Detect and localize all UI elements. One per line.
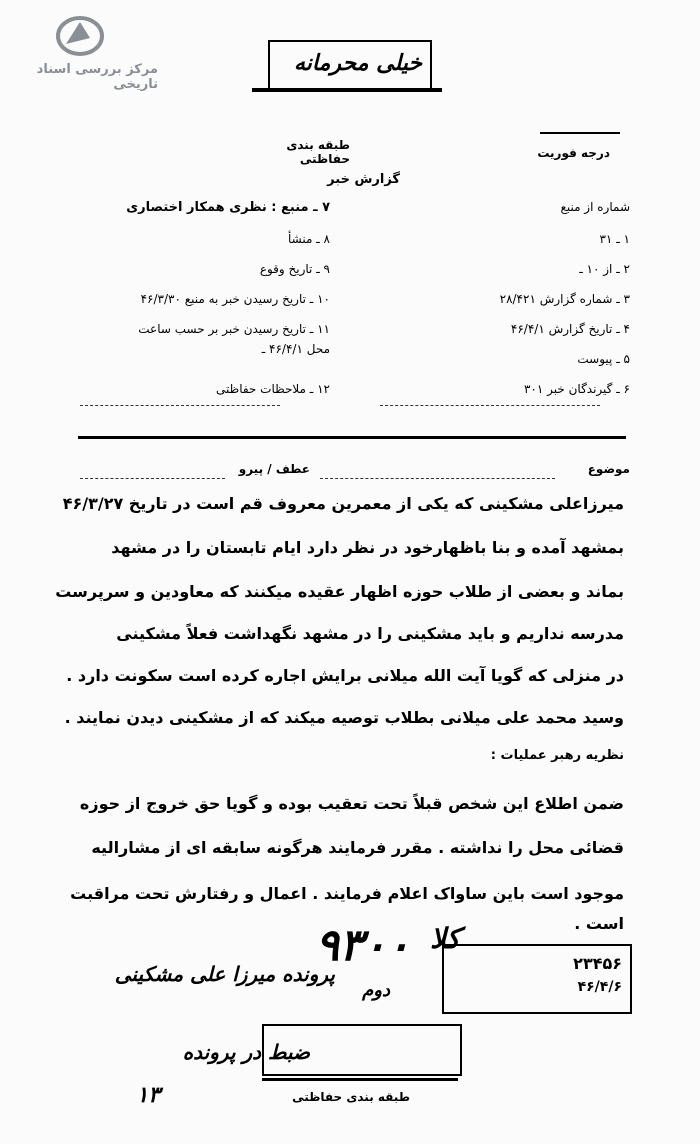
margin-note-archive: ضبط در پرونده (182, 1040, 310, 1064)
field-right-2: ۲ ـ از ۱۰ ـ (579, 262, 630, 276)
urgency-rule (540, 132, 620, 134)
body-line: میرزاعلی مشکینی که یکی از معمرین معروف قم است در تاریخ ۴۶/۳/۲۷ (62, 494, 624, 513)
classification-stamp-box (268, 40, 432, 90)
field-right-3: ۳ ـ شماره گزارش ۲۸/۴۲۱ (499, 292, 630, 306)
handwritten-short-note: دوم (362, 980, 390, 1001)
footer-classification-heading: طبقه بندی حفاظتی (292, 1090, 410, 1104)
urgency-label: درجه فوریت (537, 146, 610, 160)
body-line: است . (574, 914, 624, 933)
field-left-1: ۸ ـ منشأ (287, 232, 330, 246)
field-dotted-line (380, 405, 600, 406)
body-line: در منزلی که گویا آیت الله میلانی برایش اجاره کرده است سکونت دارد . (66, 666, 624, 685)
field-dotted-line (80, 405, 280, 406)
received-stamp-date: ۴۶/۴/۶ (577, 979, 622, 995)
section-separator (78, 436, 626, 439)
field-left-4: ۱۱ ـ تاریخ رسیدن خبر بر حسب ساعت (138, 322, 330, 336)
margin-note-file: پرونده میرزا علی مشکینی (114, 962, 335, 986)
body-line: مدرسه نداریم و باید مشکینی را در مشهد نگهداشت فعلاً مشکینی (116, 624, 624, 643)
subject-label: موضوع (587, 462, 630, 476)
subject-ref-line (80, 478, 225, 479)
body-line: ضمن اطلاع این شخص قبلاً تحت تعقیب بوده و گویا حق خروج از حوزه (79, 794, 624, 813)
archive-logo-icon (52, 14, 104, 58)
field-left-5: محل ۴۶/۴/۱ ـ (261, 342, 330, 356)
field-right-0: شماره از منبع (560, 200, 630, 214)
field-left-6: ۱۲ ـ ملاحظات حفاظتی (216, 382, 330, 396)
bottom-stamp-underline (262, 1078, 458, 1081)
received-stamp (442, 944, 632, 1014)
field-right-4: ۴ ـ تاریخ گزارش ۴۶/۴/۱ (510, 322, 630, 336)
watermark-org-name: مرکز بررسی اسناد تاریخی (36, 62, 158, 92)
field-left-2: ۹ ـ تاریخ وقوع (259, 262, 330, 276)
field-left-3: ۱۰ ـ تاریخ رسیدن خبر به منبع ۴۶/۳/۳۰ (140, 292, 330, 306)
received-stamp-number: ۲۳۴۵۶ (573, 954, 622, 973)
form-title: گزارش خبر (327, 172, 400, 187)
field-right-5: ۵ ـ پیوست (577, 352, 630, 366)
subject-ref-label: عطف / پیرو (238, 462, 310, 476)
body-line: نظریه رهبر عملیات : (490, 748, 624, 763)
body-line: قضائی محل را نداشته . مقرر فرمایند هرگونه سابقه ای از مشارالیه (91, 838, 624, 857)
stamp-underline (252, 88, 442, 92)
field-right-1: ۱ ـ ۳۱ (599, 232, 630, 246)
bottom-classification-stamp (262, 1024, 462, 1076)
handwritten-code: کلا (429, 922, 460, 955)
body-line: وسید محمد علی میلانی بطلاب توصیه میکند که از مشکینی دیدن نمایند . (64, 708, 624, 727)
body-line: بمشهد آمده و بنا باظهارخود در نظر دارد ایام تابستان را در مشهد (111, 538, 624, 557)
margin-small-number: ۱۳ (136, 1082, 160, 1108)
body-line: بماند و بعضی از طلاب حوزه اظهار عقیده میکنند که معاودین و سرپرست (55, 582, 624, 601)
subject-line (320, 478, 555, 479)
classification-heading: طبقه بندی حفاظتی (286, 138, 350, 166)
field-right-6: ۶ ـ گیرندگان خبر ۳۰۱ (523, 382, 630, 396)
evaluation-text: ۷ ـ منبع : نظری همکار اختصاری (126, 200, 330, 215)
classification-stamp-text: خیلی محرمانه (293, 50, 422, 76)
body-line: موجود است باین ساواک اعلام فرمایند . اعمال و رفتارش تحت مراقبت (70, 884, 624, 903)
handwritten-number: ۹۳۰۰ (315, 920, 410, 971)
